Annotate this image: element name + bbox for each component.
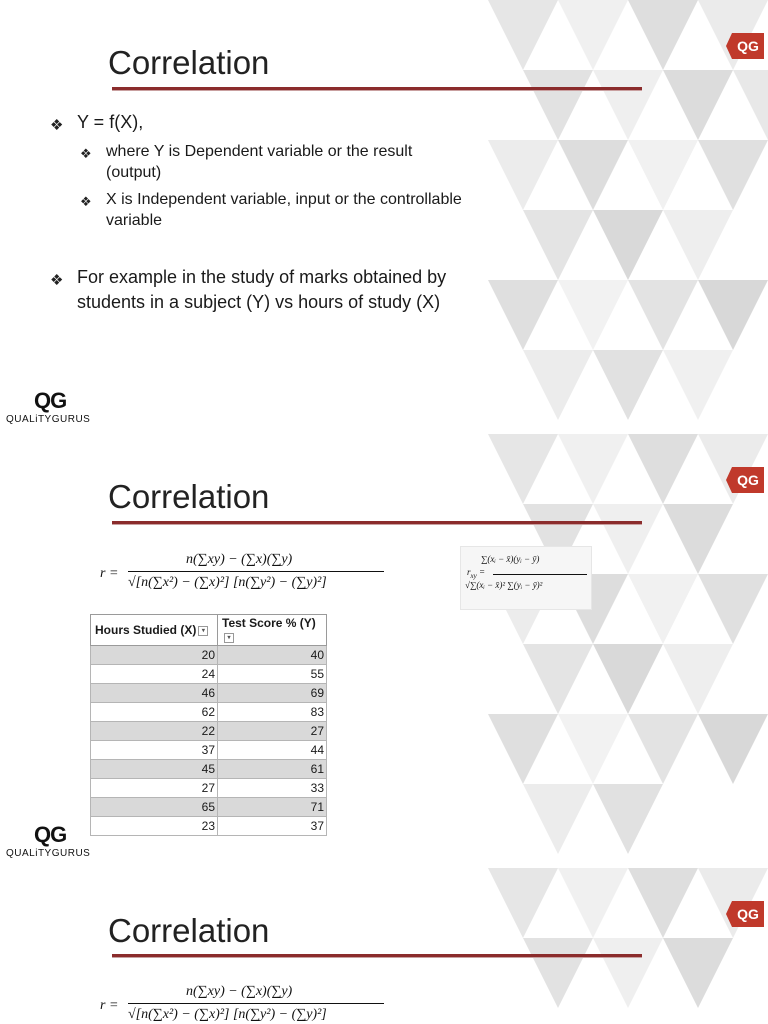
table-row: 37 44 <box>91 741 327 760</box>
slide-3: QG Correlation r = n(∑xy) − (∑x)(∑y) √[n(∑x²) − (∑x)²] [n(∑y²) − (∑y)²] <box>0 868 768 1024</box>
qualitygurus-logo: QG QUALiTYGURUS <box>6 822 91 859</box>
table-header[interactable]: Test Score % (Y)▾ <box>218 615 327 646</box>
qg-badge-icon <box>726 33 764 59</box>
table-row: 62 83 <box>91 703 327 722</box>
fraction-bar <box>128 571 384 572</box>
diamond-bullet-icon: ❖ <box>80 194 92 209</box>
table-row: 23 37 <box>91 817 327 836</box>
table-row: 45 61 <box>91 760 327 779</box>
table-header[interactable]: Hours Studied (X) ▾ <box>91 615 218 646</box>
pearson-formula-box: $r_{xy}$ = ∑(xᵢ − x̄)(yᵢ − ȳ) √∑(xᵢ − x̄)² ∑(yᵢ − ȳ)² <box>460 546 592 610</box>
bullet-item: ❖ For example in the study of marks obtained by students in a subject (Y) vs hours of study (X) <box>50 267 447 312</box>
svg-text:QG: QG <box>737 472 759 488</box>
svg-text:QG: QG <box>737 906 759 922</box>
fraction-bar <box>493 574 587 575</box>
table-row: 24 55 <box>91 665 327 684</box>
filter-dropdown-icon[interactable]: ▾ <box>224 633 234 643</box>
slide-title: Correlation <box>108 912 270 949</box>
sub-bullet-item: ❖ where Y is Dependent variable or the result (output) <box>80 143 413 181</box>
sub-bullet-item: ❖ X is Independent variable, input or the controllable variable <box>80 191 462 229</box>
diamond-bullet-icon: ❖ <box>80 146 92 161</box>
bullet-list <box>50 110 470 321</box>
qualitygurus-logo: QG QUALiTYGURUS <box>6 388 91 425</box>
qg-badge-icon <box>726 901 764 927</box>
slide-title: Correlation <box>108 44 270 81</box>
slide-title: Correlation <box>108 478 270 515</box>
triangle-pattern-background <box>428 434 768 868</box>
triangle-pattern-background <box>428 0 768 434</box>
filter-dropdown-icon[interactable]: ▾ <box>198 626 208 636</box>
bullet-item: ❖ Y = f(X), <box>50 110 470 135</box>
table-row: 27 33 <box>91 779 327 798</box>
hours-score-table <box>90 614 327 836</box>
slide-2: QG Correlation r = n(∑xy) − (∑x)(∑y) √[n(∑x²) − (∑x)²] [n(∑y²) − (∑y)²] $r_{xy}$ = ∑(xᵢ − x̄)(yᵢ − ȳ) √∑(xᵢ − x̄)² ∑(yᵢ − ȳ)² QG QUALiTYGURUS <box>0 434 768 868</box>
title-rule <box>112 521 642 524</box>
title-rule <box>112 87 642 90</box>
table-row: 65 71 <box>91 798 327 817</box>
fraction-bar <box>128 1003 384 1004</box>
triangle-pattern-background <box>428 868 768 1024</box>
diamond-bullet-icon: ❖ <box>50 117 64 134</box>
qg-badge-icon <box>726 467 764 493</box>
table-row: 20 40 <box>91 646 327 665</box>
table-row: 46 69 <box>91 684 327 703</box>
diamond-bullet-icon: ❖ <box>50 272 64 289</box>
slide-1 <box>0 0 768 434</box>
title-rule <box>112 954 642 957</box>
table-row: 22 27 <box>91 722 327 741</box>
svg-text:QG: QG <box>737 38 759 54</box>
